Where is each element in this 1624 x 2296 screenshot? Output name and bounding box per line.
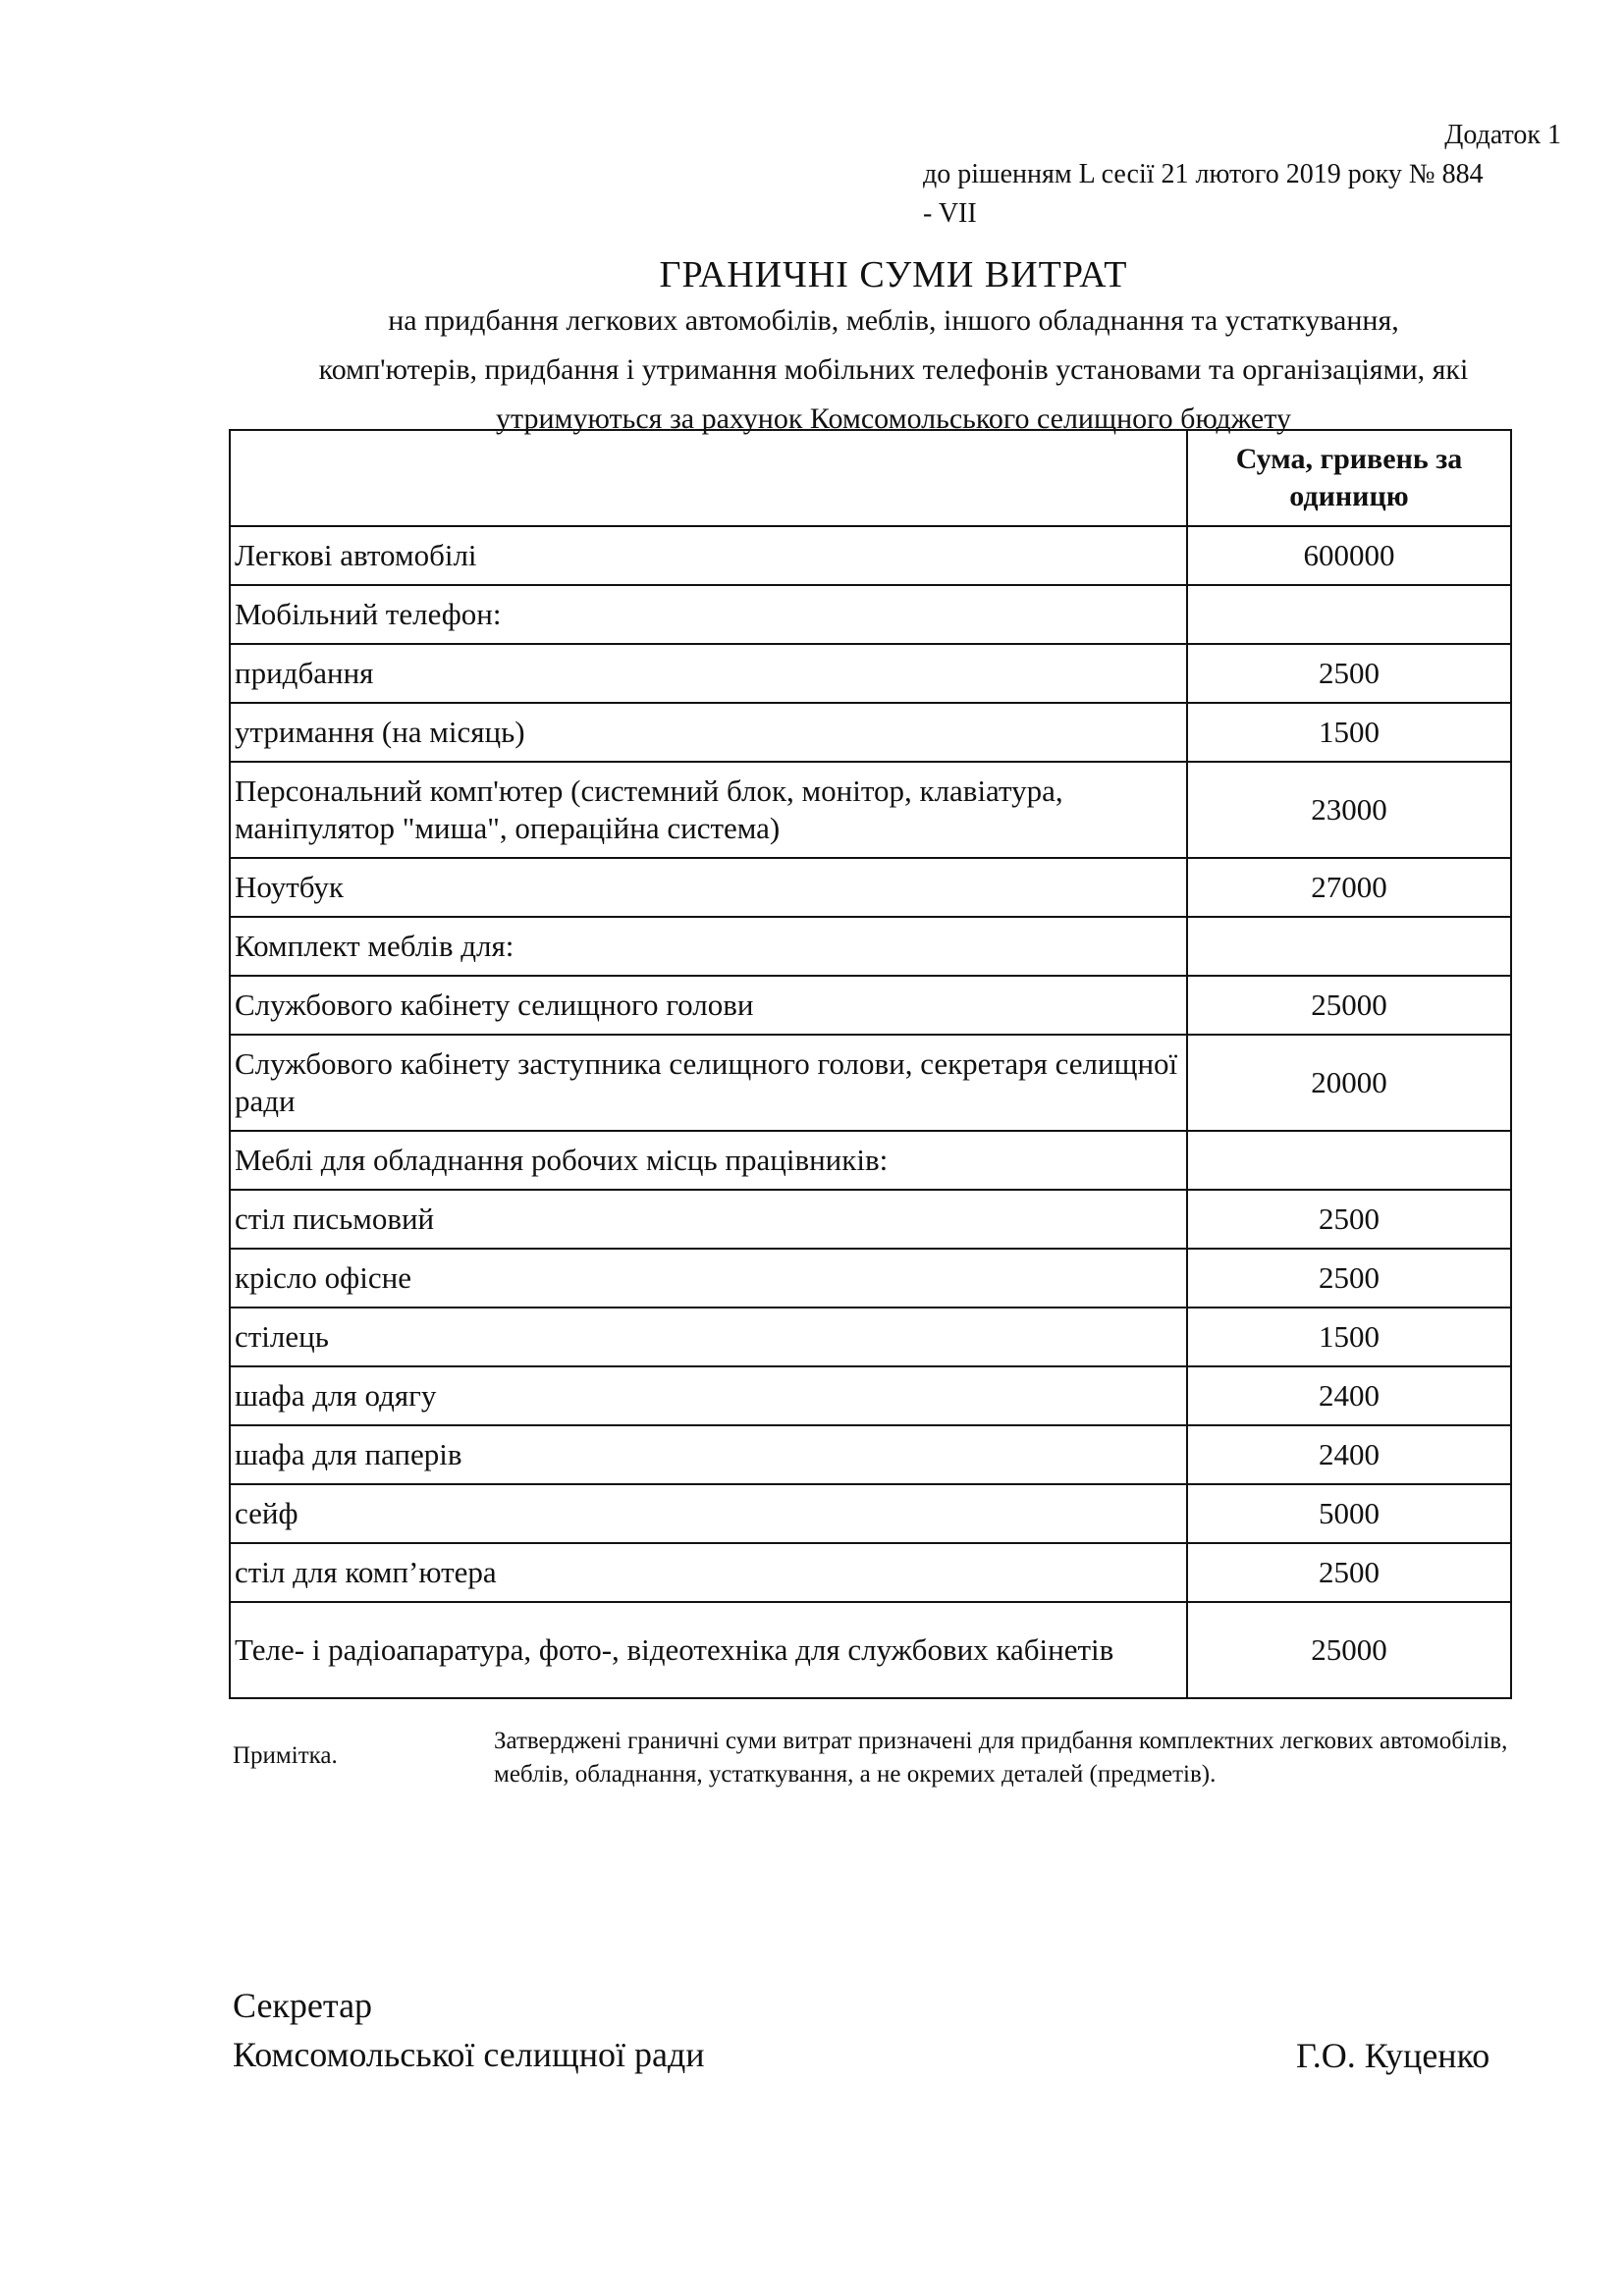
table-row (230, 1366, 1511, 1425)
table-row (230, 1249, 1511, 1308)
row-item: стіл для комп’ютера (230, 1543, 1187, 1602)
table-row (230, 526, 1511, 585)
header-amount: Сума, гривень за одиницю (1187, 430, 1511, 526)
row-amount: 2500 (1187, 1190, 1511, 1249)
row-amount: 1500 (1187, 1308, 1511, 1366)
table-row (230, 1425, 1511, 1484)
row-amount (1187, 1131, 1511, 1190)
row-item: шафа для одягу (230, 1366, 1187, 1425)
row-item: Службового кабінету селищного голови (230, 976, 1187, 1035)
row-amount: 2500 (1187, 1543, 1511, 1602)
row-item: Персональний комп'ютер (системний блок, монітор, клавіатура, маніпулятор "миша", операційна система) (230, 762, 1187, 858)
row-amount (1187, 917, 1511, 976)
row-item: Службового кабінету заступника селищного голови, секретаря селищної ради (230, 1035, 1187, 1131)
annex-reference (923, 116, 1561, 234)
row-amount: 2500 (1187, 1249, 1511, 1308)
row-item: Меблі для обладнання робочих місць працівників: (230, 1131, 1187, 1190)
table-row (230, 858, 1511, 917)
row-item: стіл письмовий (230, 1190, 1187, 1249)
note-label: Примітка. (233, 1742, 338, 1769)
table-row (230, 917, 1511, 976)
document-title: ГРАНИЧНІ СУМИ ВИТРАТ (659, 254, 1128, 295)
table-row (230, 1484, 1511, 1543)
table-row (230, 1190, 1511, 1249)
annex-decision: до рішенням L сесії 21 лютого 2019 року № 884 (923, 159, 1484, 189)
table-row (230, 762, 1511, 858)
signatory-position (233, 1981, 705, 2079)
table-row (230, 1602, 1511, 1698)
row-amount (1187, 585, 1511, 644)
table-header-row (230, 430, 1511, 526)
row-item: Ноутбук (230, 858, 1187, 917)
table-row (230, 1035, 1511, 1131)
row-amount: 1500 (1187, 703, 1511, 762)
header-item (230, 430, 1187, 526)
row-item: шафа для паперів (230, 1425, 1187, 1484)
row-amount: 2400 (1187, 1425, 1511, 1484)
subtitle-line-3: утримуються за рахунок Комсомольського селищного бюджету (496, 402, 1291, 435)
row-amount: 600000 (1187, 526, 1511, 585)
table-row (230, 976, 1511, 1035)
annex-number: Додаток 1 (1444, 120, 1561, 150)
row-amount: 2400 (1187, 1366, 1511, 1425)
row-item: крісло офісне (230, 1249, 1187, 1308)
row-amount: 20000 (1187, 1035, 1511, 1131)
subtitle-line-1: на придбання легкових автомобілів, меблів, іншого обладнання та устаткування, (388, 304, 1399, 337)
table-row (230, 1543, 1511, 1602)
subtitle-line-2: комп'ютерів, придбання і утримання мобільних телефонів установами та організаціями, які (318, 353, 1469, 386)
row-amount: 25000 (1187, 1602, 1511, 1698)
table-row (230, 1131, 1511, 1190)
spending-limits-table (229, 429, 1512, 1699)
document-subtitle (236, 296, 1551, 444)
signatory-name: Г.О. Куценко (1296, 2036, 1490, 2075)
signatory-organization: Комсомольської селищної ради (233, 2035, 705, 2074)
row-amount: 27000 (1187, 858, 1511, 917)
row-item: придбання (230, 644, 1187, 703)
row-item: Легкові автомобілі (230, 526, 1187, 585)
annex-convocation: - VII (923, 198, 977, 229)
table-row (230, 585, 1511, 644)
signatory-title: Секретар (233, 1986, 373, 2025)
row-item: Теле- і радіоапаратура, фото-, відеотехніка для службових кабінетів (230, 1602, 1187, 1698)
row-item: Комплект меблів для: (230, 917, 1187, 976)
row-amount: 25000 (1187, 976, 1511, 1035)
row-item: стілець (230, 1308, 1187, 1366)
table-row (230, 644, 1511, 703)
row-amount: 23000 (1187, 762, 1511, 858)
row-amount: 2500 (1187, 644, 1511, 703)
table-row (230, 703, 1511, 762)
row-item: утримання (на місяць) (230, 703, 1187, 762)
table-row (230, 1308, 1511, 1366)
note-text: Затверджені граничні суми витрат призначені для придбання комплектних легкових автомобілів, меблів, обладнання, устаткування, а не окремих деталей (предметів). (494, 1728, 1508, 1788)
row-item: сейф (230, 1484, 1187, 1543)
row-amount: 5000 (1187, 1484, 1511, 1543)
row-item: Мобільний телефон: (230, 585, 1187, 644)
